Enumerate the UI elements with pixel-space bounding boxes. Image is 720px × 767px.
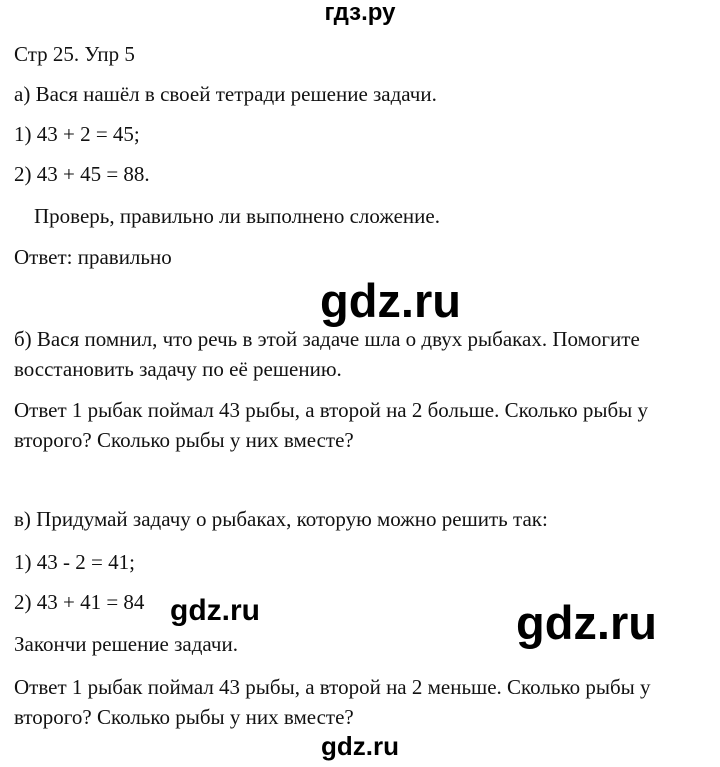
part-a-task: а) Вася нашёл в своей тетради решение задачи. bbox=[14, 82, 437, 106]
part-c-step-1: 1) 43 - 2 = 41; bbox=[14, 550, 135, 574]
page-reference: Стр 25. Упр 5 bbox=[14, 42, 135, 66]
part-c-step-2: 2) 43 + 41 = 84 bbox=[14, 590, 145, 614]
watermark-large-right: gdz.ru bbox=[516, 596, 657, 649]
part-c-answer: Ответ 1 рыбак поймал 43 рыбы, а второй на 2 меньше. Сколько рыбы у второго? Сколько рыбы у них вместе? bbox=[14, 675, 651, 729]
part-c-task: в) Придумай задачу о рыбаках, которую можно решить так: bbox=[14, 507, 548, 531]
part-a-step-1: 1) 43 + 2 = 45; bbox=[14, 122, 140, 146]
part-c-instruction: Закончи решение задачи. bbox=[14, 632, 238, 656]
part-a-instruction: Проверь, правильно ли выполнено сложение. bbox=[34, 204, 440, 228]
watermark-bottom: gdz.ru bbox=[321, 731, 399, 761]
part-b-answer: Ответ 1 рыбак поймал 43 рыбы, а второй на 2 больше. Сколько рыбы у второго? Сколько рыбы у них вместе? bbox=[14, 398, 649, 452]
watermark-small-mid: gdz.ru bbox=[170, 594, 260, 627]
part-a-step-2: 2) 43 + 45 = 88. bbox=[14, 162, 150, 186]
header-watermark: гдз.ру bbox=[324, 0, 396, 26]
part-b-task: б) Вася помнил, что речь в этой задаче шла о двух рыбаках. Помогите восстановить задачу по её решению. bbox=[14, 327, 640, 381]
part-a-answer: Ответ: правильно bbox=[14, 245, 172, 269]
watermark-large-center: gdz.ru bbox=[320, 274, 461, 327]
